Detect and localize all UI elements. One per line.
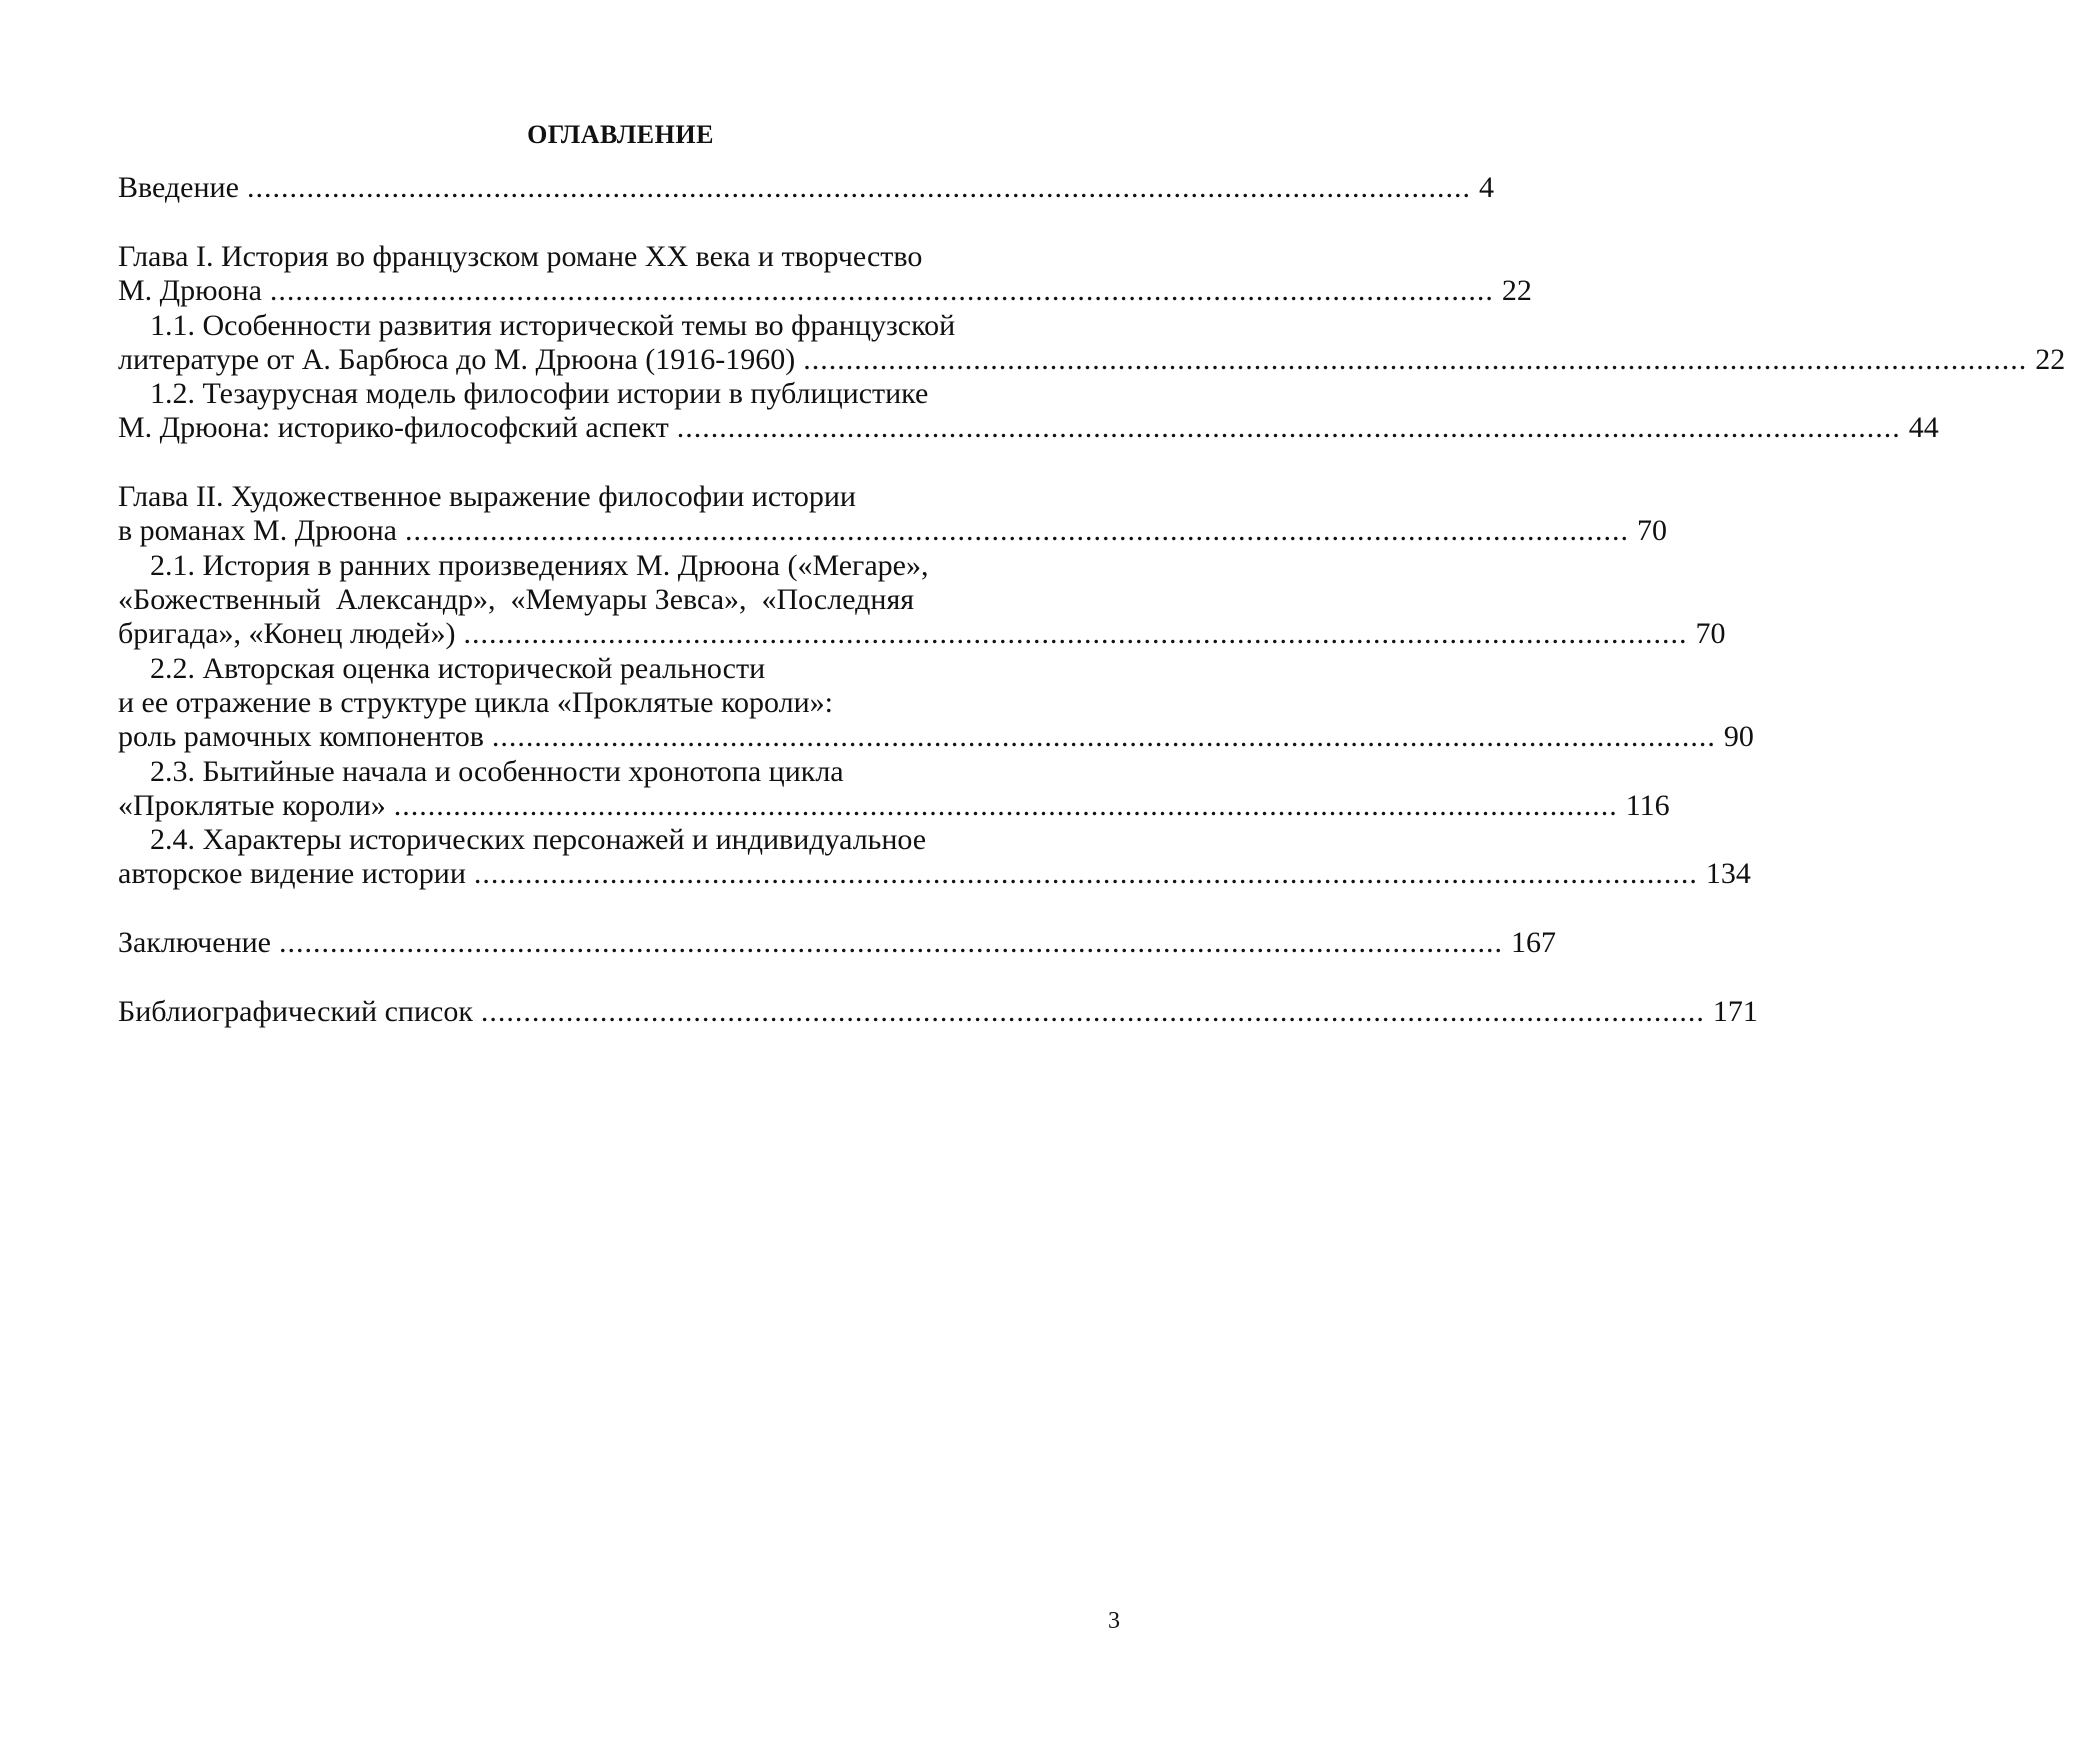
toc-label: М. Дрюона: историко-философский аспект — [118, 411, 669, 444]
page-number: 3 — [1108, 1608, 1120, 1634]
toc-page-number: 167 — [1511, 926, 1556, 959]
toc-label: 1.2. Тезаурусная модель философии истории в публицистике — [150, 377, 929, 410]
toc-entry-1-2-line2[interactable] — [118, 408, 1939, 448]
toc-page-number: 70 — [1695, 617, 1726, 650]
toc-page-number: 22 — [1501, 274, 1532, 307]
toc-label: авторское видение истории — [118, 857, 466, 890]
toc-label: М. Дрюона — [118, 274, 262, 307]
toc-entry-2-2-line3[interactable] — [118, 717, 1754, 757]
toc-page-number: 171 — [1712, 995, 1758, 1028]
leader-dots: ................................................................................................................................................ — [480, 995, 1705, 1028]
leader-dots: ................................................................................................................................................ — [463, 617, 1688, 650]
toc-page-number: 134 — [1705, 857, 1751, 890]
page-title: ОГЛАВЛЕНИЕ — [527, 120, 714, 149]
toc-label: в романах М. Дрюона — [118, 514, 397, 547]
leader-dots: ................................................................................................................................................ — [404, 514, 1629, 547]
leader-dots: ................................................................................................................................................ — [269, 274, 1494, 307]
toc-label: 2.3. Бытийные начала и особенности хронотопа цикла — [150, 755, 844, 788]
toc-label: литературе от А. Барбюса до М. Дрюона (1916-1960) — [118, 343, 796, 376]
leader-dots: ................................................................................................................................................ — [393, 789, 1618, 822]
leader-dots: ................................................................................................................................................ — [491, 720, 1716, 753]
toc-label: и ее отражение в структуре цикла «Проклятые короли»: — [118, 686, 834, 719]
toc-page-number: 116 — [1625, 789, 1670, 822]
toc-label: 2.2. Авторская оценка исторической реальности — [150, 652, 766, 685]
toc-label: 1.1. Особенности развития исторической темы во французской — [150, 309, 956, 342]
toc-entry-bibliography[interactable] — [118, 992, 1758, 1032]
toc-entry-2-4-line2[interactable] — [118, 854, 1751, 894]
toc-entry-chapter1-line2[interactable] — [118, 271, 1532, 311]
toc-label: бригада», «Конец людей») — [118, 617, 456, 650]
leader-dots: ................................................................................................................................................ — [473, 857, 1698, 890]
toc-entry-conclusion[interactable] — [118, 923, 1556, 963]
toc-page-number: 70 — [1636, 514, 1667, 547]
toc-page-number: 22 — [2035, 343, 2066, 376]
leader-dots: ................................................................................................................................................ — [279, 926, 1503, 959]
toc-entry-intro[interactable] — [118, 168, 1494, 208]
toc-page-number: 44 — [1908, 411, 1939, 444]
toc-page-number: 4 — [1478, 171, 1494, 204]
toc-label: Библиографический список — [118, 995, 473, 1028]
toc-label: Заключение — [118, 926, 271, 959]
toc-label: роль рамочных компонентов — [118, 720, 484, 753]
toc-label: 2.1. История в ранних произведениях М. Дрюона («Мегаре», — [150, 549, 929, 582]
toc-entry-chapter2-line2[interactable] — [118, 511, 1667, 551]
toc-label: «Проклятые короли» — [118, 789, 386, 822]
leader-dots: ................................................................................................................................................ — [246, 171, 1471, 204]
toc-label: Введение — [118, 171, 239, 204]
toc-entry-2-1-line3[interactable] — [118, 614, 1726, 654]
toc-label: Глава I. История во французском романе XX века и творчество — [118, 240, 923, 273]
toc-label: «Божественный Александр», «Мемуары Зевса», «Последняя — [118, 583, 915, 616]
toc-label: 2.4. Характеры исторических персонажей и индивидуальное — [150, 823, 927, 856]
toc-page-number: 90 — [1723, 720, 1754, 753]
leader-dots: ................................................................................................................................................ — [676, 411, 1901, 444]
leader-dots: ................................................................................................................................................ — [803, 343, 2028, 376]
toc-label: Глава II. Художественное выражение философии истории — [118, 480, 856, 513]
